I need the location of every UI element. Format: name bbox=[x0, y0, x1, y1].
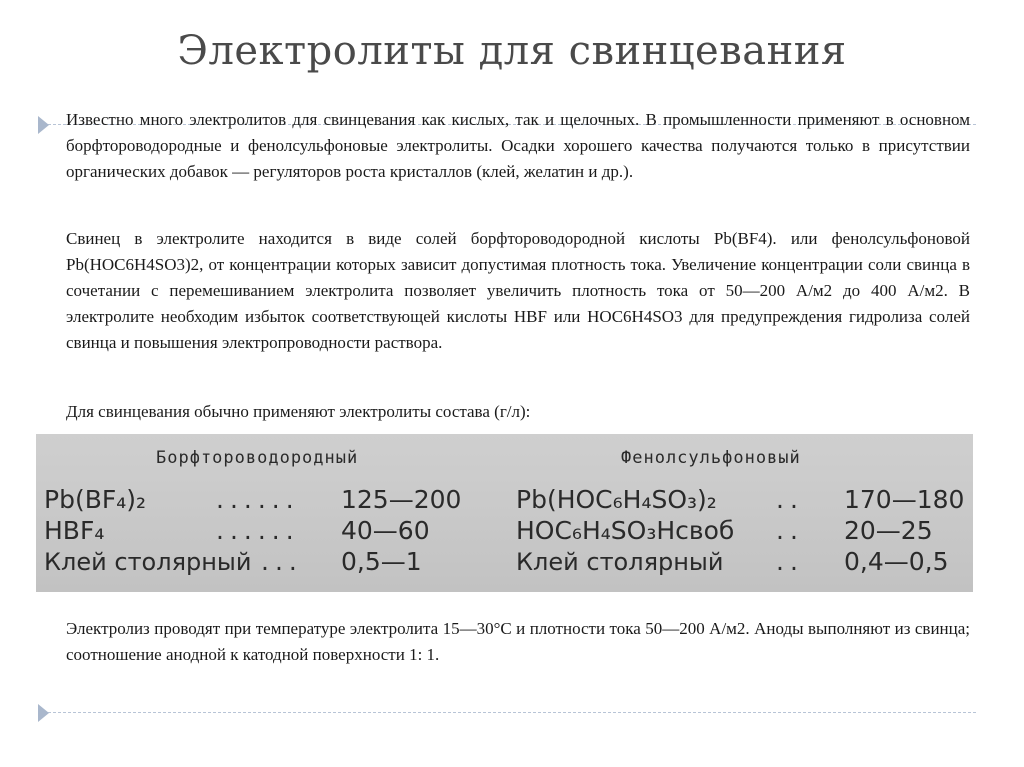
table-row-2-value-right: 20—25 bbox=[844, 516, 933, 545]
table-row-3-value-right: 0,4—0,5 bbox=[844, 547, 949, 576]
table-row-2-dots-left: ...... bbox=[216, 516, 300, 545]
paragraph-electrolysis-conditions: Электролиз проводят при температуре электролита 15—30°С и плотности тока 50—200 А/м2. Аноды выполняют из свинца; соотношение анодной к катодной поверхности 1: 1. bbox=[66, 619, 970, 664]
table-row-2-name-left: HBF₄ bbox=[44, 516, 105, 545]
table-row-3-value-left: 0,5—1 bbox=[341, 547, 422, 576]
paragraph-lead-salts: Свинец в электролите находится в виде солей борфтороводородной кислоты Pb(BF4). или фенолсульфоновой Pb(HOC6H4SO3)2, от концентрации которых зависит допустимая плотность тока. Увеличение концентрации соли свинца в сочетании с перемешиванием электролита позволяет увеличить плотность тока от 50—200 А/м2 до 400 А/м2. В электролите необходим избыток соответствующей кислоты HBF или HOC6H4SO3 для предупреждения гидролиза солей свинца и повышения электропроводности раствора. bbox=[66, 229, 970, 352]
column-header-right: Фенолсульфоновый bbox=[621, 448, 801, 468]
paragraph-composition-intro: Для свинцевания обычно применяют электролиты состава (г/л): bbox=[66, 402, 531, 421]
table-row-3-name-left: Клей столярный bbox=[44, 548, 252, 576]
bottom-divider bbox=[48, 712, 976, 713]
paragraph-intro: Известно много электролитов для свинцевания как кислых, так и щелочных. В промышленности применяют в основном борфтороводородные и фенолсульфоновые электролиты. Осадки хорошего качества получаются только в присутствии органических добавок — регуляторов роста кристаллов (клей, желатин и др.). bbox=[66, 110, 970, 181]
table-row-2-value-left: 40—60 bbox=[341, 516, 430, 545]
table-row-3-dots-right: .. bbox=[776, 547, 804, 576]
table-row-1-name-left: Pb(BF₄)₂ bbox=[44, 485, 147, 514]
table-row-2-dots-right: .. bbox=[776, 516, 804, 545]
triangle-bullet-icon bbox=[38, 704, 49, 722]
table-row-2-name-right: HOC₆H₄SO₃Hсвоб bbox=[516, 516, 735, 545]
table-row-1-dots-right: .. bbox=[776, 485, 804, 514]
table-row-1-value-right: 170—180 bbox=[844, 485, 965, 514]
column-header-left: Борфтороводородный bbox=[156, 448, 359, 468]
table-row-1-name-right: Pb(HOC₆H₄SO₃)₂ bbox=[516, 485, 717, 514]
composition-table-photo bbox=[36, 434, 973, 592]
table-row-3-name-right: Клей столярный bbox=[516, 548, 724, 576]
table-row-1-value-left: 125—200 bbox=[341, 485, 462, 514]
triangle-bullet-icon bbox=[38, 116, 49, 134]
slide-title: Электролиты для свинцевания bbox=[177, 28, 847, 74]
table-row-1-dots-left: ...... bbox=[216, 485, 300, 514]
table-row-3-dots-left: ... bbox=[261, 547, 303, 576]
